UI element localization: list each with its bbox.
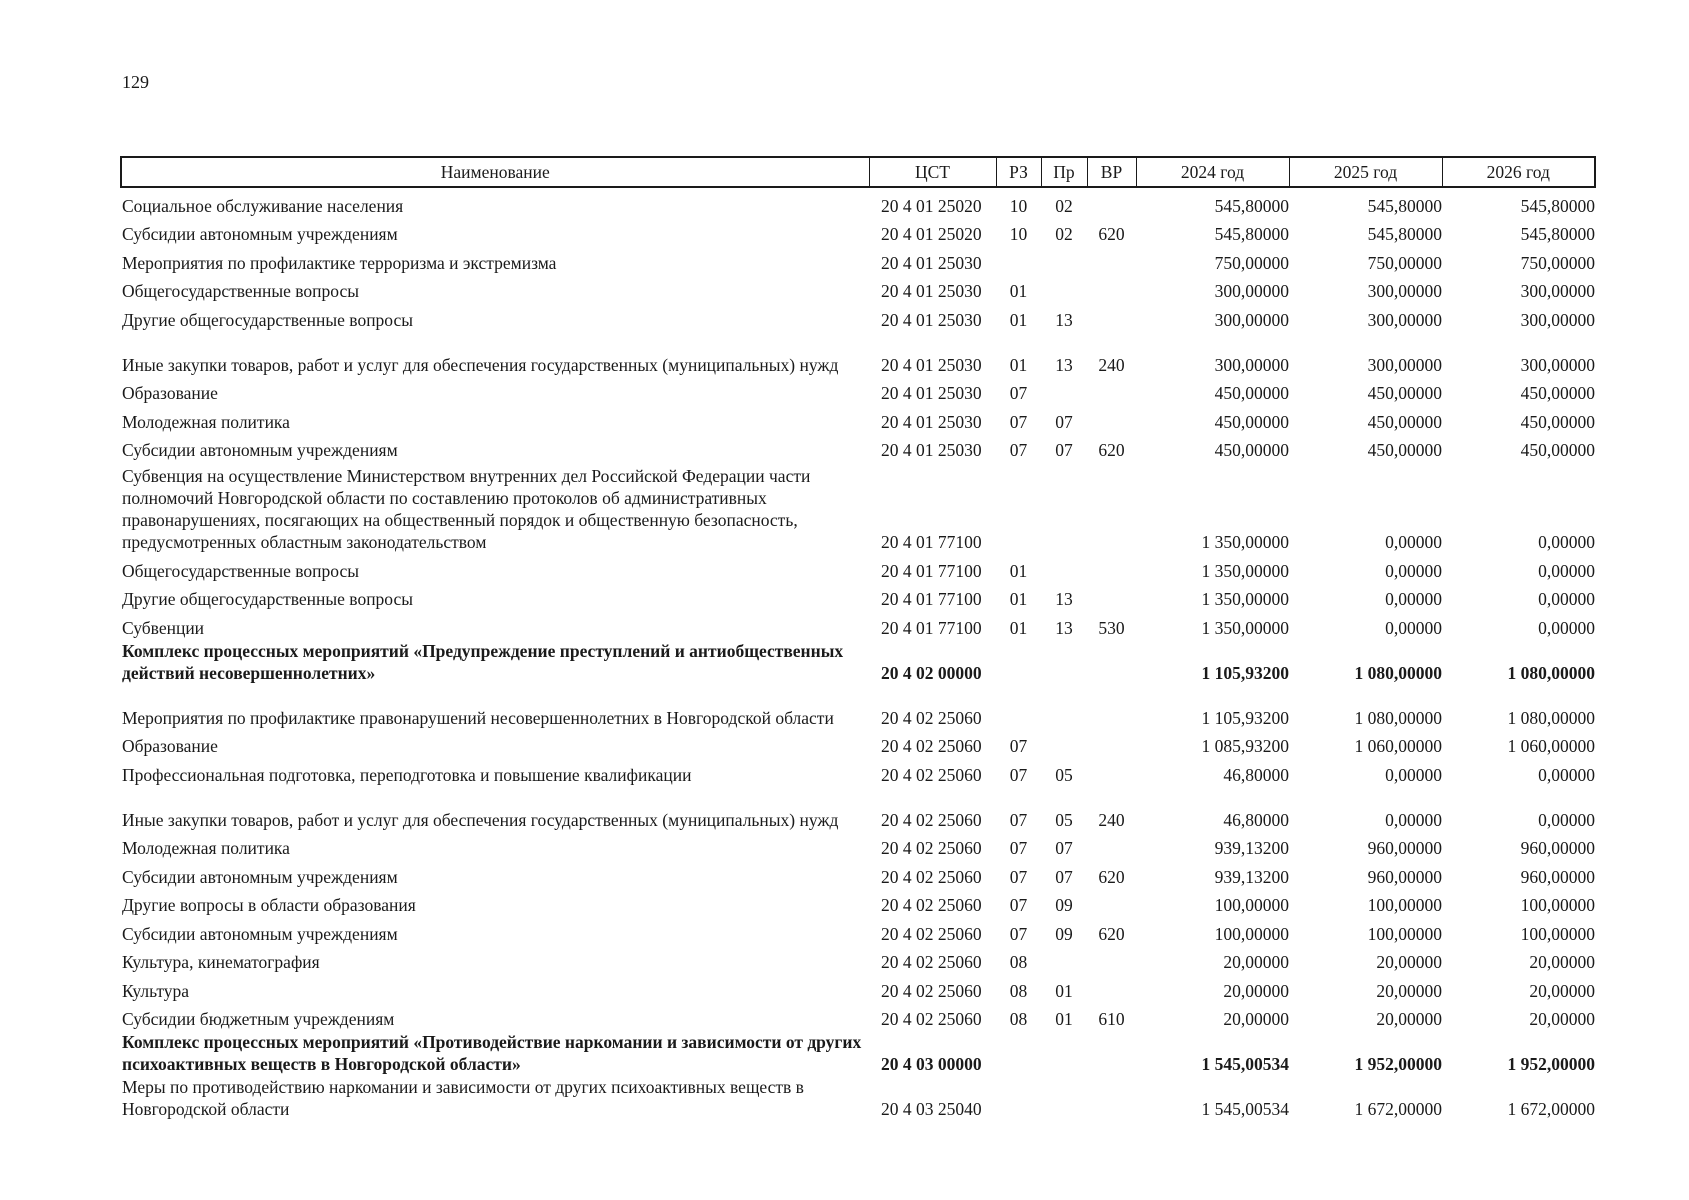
cell-rz	[996, 1030, 1041, 1075]
cell-vr	[1087, 1030, 1136, 1075]
cell-2025: 750,00000	[1367, 252, 1442, 273]
cell-vr	[1087, 553, 1136, 582]
cell-pr	[1041, 274, 1087, 303]
cell-2024: 300,00000	[1214, 309, 1289, 330]
cell-2026: 450,00000	[1520, 411, 1595, 432]
cell-2024: 1 545,00534	[1201, 1054, 1289, 1074]
cell-2024: 46,80000	[1223, 809, 1289, 830]
cell-cst: 20 4 02 25060	[881, 838, 982, 858]
cell-vr	[1087, 302, 1136, 331]
cell-name: Комплекс процессных мероприятий «Противодействие наркомании и зависимости от других психоактивных веществ в Новгородской области»	[122, 1032, 862, 1074]
cell-2025: 450,00000	[1367, 411, 1442, 432]
cell-name: Субвенции	[122, 617, 205, 638]
cell-2024: 100,00000	[1214, 895, 1289, 915]
cell-pr	[1041, 945, 1087, 974]
cell-2025: 20,00000	[1376, 1009, 1442, 1029]
cell-2026: 1 080,00000	[1507, 662, 1595, 683]
cell-vr: 620	[1098, 440, 1125, 460]
cell-name: Молодежная политика	[122, 411, 290, 432]
cell-vr: 620	[1098, 224, 1125, 244]
cell-2025: 1 080,00000	[1354, 707, 1442, 728]
table-row	[121, 945, 1595, 974]
cell-2026: 0,00000	[1538, 764, 1595, 785]
cell-2024: 545,80000	[1214, 224, 1289, 244]
cell-2025: 300,00000	[1367, 309, 1442, 330]
cell-pr: 13	[1055, 354, 1073, 375]
cell-2026: 20,00000	[1529, 1009, 1595, 1029]
cell-2025: 450,00000	[1367, 440, 1442, 460]
cell-2025: 100,00000	[1367, 923, 1442, 944]
cell-2024: 1 350,00000	[1201, 532, 1289, 552]
cell-2026: 750,00000	[1520, 252, 1595, 273]
cell-2026: 100,00000	[1520, 895, 1595, 915]
cell-cst: 20 4 01 25030	[881, 252, 982, 273]
cell-2026: 300,00000	[1520, 309, 1595, 330]
cell-pr: 09	[1055, 895, 1073, 915]
cell-pr: 13	[1055, 617, 1073, 638]
cell-vr	[1087, 973, 1136, 1002]
cell-2025: 1 060,00000	[1354, 736, 1442, 756]
cell-pr: 02	[1055, 195, 1073, 216]
cell-vr	[1087, 404, 1136, 433]
cell-pr	[1041, 639, 1087, 684]
cell-rz: 08	[1009, 952, 1028, 972]
cell-pr	[1041, 1030, 1087, 1075]
cell-pr	[1041, 376, 1087, 405]
cell-cst: 20 4 02 25060	[881, 923, 982, 944]
cell-cst: 20 4 01 77100	[881, 589, 982, 609]
cell-cst: 20 4 01 25030	[881, 309, 982, 330]
cell-rz: 01	[1009, 617, 1028, 638]
cell-name: Комплекс процессных мероприятий «Предупреждение преступлений и антиобщественных действий несовершеннолетних»	[122, 640, 844, 683]
cell-2025: 20,00000	[1376, 980, 1442, 1001]
cell-name: Иные закупки товаров, работ и услуг для обеспечения государственных (муниципальных) нужд	[122, 354, 839, 375]
cell-2026: 20,00000	[1529, 980, 1595, 1001]
table-row	[121, 831, 1595, 860]
cell-name: Мероприятия по профилактике правонарушений несовершеннолетних в Новгородской области	[122, 707, 834, 728]
cell-2026: 960,00000	[1520, 838, 1595, 858]
cell-name: Культура	[122, 980, 190, 1001]
cell-cst: 20 4 01 77100	[881, 532, 982, 552]
cell-name: Профессиональная подготовка, переподготовка и повышение квалификации	[122, 764, 692, 785]
cell-rz: 07	[1009, 838, 1028, 858]
cell-2026: 450,00000	[1520, 383, 1595, 403]
cell-vr	[1087, 639, 1136, 684]
cell-2026: 450,00000	[1520, 440, 1595, 460]
cell-2026: 0,00000	[1538, 532, 1595, 552]
cell-2025: 0,00000	[1385, 764, 1442, 785]
cell-2026: 0,00000	[1538, 589, 1595, 609]
cell-rz: 07	[1009, 440, 1028, 460]
cell-2024: 300,00000	[1214, 354, 1289, 375]
cell-name: Общегосударственные вопросы	[122, 560, 360, 581]
cell-2025: 100,00000	[1367, 895, 1442, 915]
cell-2024: 20,00000	[1223, 1009, 1289, 1029]
table-row	[121, 302, 1595, 331]
cell-2026: 20,00000	[1529, 952, 1595, 972]
cell-2025: 300,00000	[1367, 354, 1442, 375]
cell-rz: 01	[1009, 309, 1028, 330]
cell-rz	[996, 639, 1041, 684]
cell-2025: 450,00000	[1367, 383, 1442, 403]
table-row	[121, 582, 1595, 611]
cell-rz	[996, 684, 1041, 729]
cell-2026: 300,00000	[1520, 281, 1595, 301]
cell-2026: 1 060,00000	[1507, 736, 1595, 756]
cell-cst: 20 4 02 25060	[881, 736, 982, 756]
cell-name: Субсидии бюджетным учреждениям	[122, 1009, 395, 1029]
cell-cst: 20 4 01 77100	[881, 560, 982, 581]
cell-vr: 240	[1098, 809, 1125, 830]
cell-name: Другие вопросы в области образования	[122, 895, 416, 915]
cell-cst: 20 4 02 25060	[881, 1009, 982, 1029]
cell-pr	[1041, 553, 1087, 582]
cell-vr: 240	[1098, 354, 1125, 375]
cell-2024: 1 350,00000	[1201, 560, 1289, 581]
cell-vr	[1087, 376, 1136, 405]
cell-2026: 1 672,00000	[1507, 1099, 1595, 1119]
table-row	[121, 610, 1595, 639]
cell-2025: 0,00000	[1385, 589, 1442, 609]
cell-vr	[1087, 729, 1136, 758]
cell-rz: 01	[1009, 560, 1028, 581]
cell-cst: 20 4 01 77100	[881, 617, 982, 638]
cell-pr	[1041, 684, 1087, 729]
cell-cst: 20 4 01 25030	[881, 440, 982, 460]
cell-2024: 300,00000	[1214, 281, 1289, 301]
cell-2024: 20,00000	[1223, 980, 1289, 1001]
cell-2024: 450,00000	[1214, 440, 1289, 460]
cell-2025: 0,00000	[1385, 617, 1442, 638]
cell-2025: 20,00000	[1376, 952, 1442, 972]
cell-cst: 20 4 01 25030	[881, 411, 982, 432]
cell-2025: 545,80000	[1367, 195, 1442, 216]
cell-2024: 1 105,93200	[1201, 707, 1289, 728]
cell-vr	[1087, 187, 1136, 217]
cell-rz: 07	[1009, 383, 1028, 403]
cell-name: Молодежная политика	[122, 838, 290, 858]
cell-cst: 20 4 02 25060	[881, 866, 982, 887]
cell-2025: 0,00000	[1385, 809, 1442, 830]
cell-2025: 0,00000	[1385, 560, 1442, 581]
cell-2024: 750,00000	[1214, 252, 1289, 273]
table-row	[121, 757, 1595, 786]
cell-2026: 1 080,00000	[1507, 707, 1595, 728]
cell-vr	[1087, 684, 1136, 729]
cell-vr	[1087, 245, 1136, 274]
table-row	[121, 684, 1595, 729]
cell-rz: 07	[1009, 895, 1028, 915]
cell-2024: 1 545,00534	[1201, 1099, 1289, 1119]
cell-2024: 1 085,93200	[1201, 736, 1289, 756]
cell-2024: 545,80000	[1214, 195, 1289, 216]
cell-cst: 20 4 02 25060	[881, 764, 982, 785]
cell-2024: 1 350,00000	[1201, 617, 1289, 638]
cell-vr	[1087, 831, 1136, 860]
cell-pr	[1041, 461, 1087, 553]
cell-2024: 1 105,93200	[1201, 662, 1289, 683]
cell-name: Образование	[122, 736, 218, 756]
cell-cst: 20 4 02 25060	[881, 980, 982, 1001]
cell-name: Общегосударственные вопросы	[122, 281, 360, 301]
cell-pr: 13	[1055, 589, 1073, 609]
cell-cst: 20 4 01 25030	[881, 281, 982, 301]
cell-name: Культура, кинематография	[122, 952, 320, 972]
table-row	[121, 274, 1595, 303]
cell-pr	[1041, 1075, 1087, 1120]
table-row	[121, 553, 1595, 582]
cell-pr: 01	[1055, 980, 1073, 1001]
table-row	[121, 786, 1595, 831]
table-row	[121, 729, 1595, 758]
cell-name: Мероприятия по профилактике терроризма и экстремизма	[122, 252, 557, 273]
cell-rz: 01	[1009, 281, 1028, 301]
cell-2024: 46,80000	[1223, 764, 1289, 785]
cell-cst: 20 4 03 00000	[881, 1054, 982, 1074]
cell-name: Субвенция на осуществление Министерством внутренних дел Российской Федерации части полномочий Новгородской области по составлению протоколов об административных правонарушениях, посягающих на общественный порядок и общественную безопасность, предусмотренных областным законодательством	[122, 466, 811, 552]
table-row	[121, 331, 1595, 376]
cell-pr: 05	[1055, 809, 1073, 830]
cell-2024: 100,00000	[1214, 923, 1289, 944]
cell-vr	[1087, 888, 1136, 917]
table-row	[121, 639, 1595, 684]
cell-pr	[1041, 245, 1087, 274]
cell-pr: 07	[1055, 411, 1073, 432]
header-rz: РЗ	[996, 157, 1041, 187]
cell-2026: 0,00000	[1538, 560, 1595, 581]
cell-name: Субсидии автономным учреждениям	[122, 866, 398, 887]
cell-name: Субсидии автономным учреждениям	[122, 224, 398, 244]
cell-vr	[1087, 461, 1136, 553]
cell-vr	[1087, 582, 1136, 611]
cell-cst: 20 4 02 25060	[881, 895, 982, 915]
cell-vr	[1087, 274, 1136, 303]
header-pr: Пр	[1041, 157, 1087, 187]
cell-rz	[996, 461, 1041, 553]
table-row	[121, 1075, 1595, 1120]
cell-2024: 1 350,00000	[1201, 589, 1289, 609]
cell-pr: 07	[1055, 838, 1073, 858]
cell-rz: 10	[1009, 224, 1028, 244]
header-2024: 2024 год	[1136, 157, 1289, 187]
cell-rz	[996, 1075, 1041, 1120]
table-row	[121, 916, 1595, 945]
cell-2025: 1 080,00000	[1354, 662, 1442, 683]
cell-2026: 545,80000	[1520, 195, 1595, 216]
cell-name: Субсидии автономным учреждениям	[122, 923, 398, 944]
cell-rz: 07	[1009, 764, 1028, 785]
cell-pr: 01	[1055, 1009, 1073, 1029]
cell-rz: 07	[1009, 923, 1028, 944]
table-row	[121, 245, 1595, 274]
cell-rz: 07	[1009, 736, 1028, 756]
cell-vr: 610	[1098, 1009, 1125, 1029]
cell-name: Субсидии автономным учреждениям	[122, 440, 398, 460]
cell-vr	[1087, 945, 1136, 974]
cell-vr	[1087, 1075, 1136, 1120]
table-row	[121, 433, 1595, 462]
table-row	[121, 973, 1595, 1002]
header-cst: ЦСТ	[869, 157, 996, 187]
cell-name: Меры по противодействию наркомании и зависимости от других психоактивных веществ в Новгородской области	[122, 1077, 804, 1119]
cell-name: Социальное обслуживание населения	[122, 195, 404, 216]
cell-2026: 100,00000	[1520, 923, 1595, 944]
table-row	[121, 187, 1595, 217]
cell-rz: 07	[1009, 411, 1028, 432]
cell-2024: 20,00000	[1223, 952, 1289, 972]
cell-2025: 0,00000	[1385, 532, 1442, 552]
cell-name: Другие общегосударственные вопросы	[122, 309, 414, 330]
cell-cst: 20 4 03 25040	[881, 1099, 982, 1119]
cell-pr	[1041, 729, 1087, 758]
table-row	[121, 1030, 1595, 1075]
header-name: Наименование	[121, 157, 869, 187]
cell-2025: 545,80000	[1367, 224, 1442, 244]
table-row	[121, 404, 1595, 433]
cell-cst: 20 4 01 25030	[881, 383, 982, 403]
cell-2025: 960,00000	[1367, 838, 1442, 858]
cell-cst: 20 4 02 25060	[881, 952, 982, 972]
table-row	[121, 859, 1595, 888]
cell-2025: 1 672,00000	[1354, 1099, 1442, 1119]
cell-vr: 620	[1098, 866, 1125, 887]
cell-pr: 02	[1055, 224, 1073, 244]
cell-2026: 0,00000	[1538, 617, 1595, 638]
cell-2024: 939,13200	[1214, 838, 1289, 858]
cell-pr: 07	[1055, 866, 1073, 887]
budget-table	[120, 156, 1596, 1120]
cell-cst: 20 4 02 25060	[881, 707, 982, 728]
table-row	[121, 217, 1595, 246]
page-number: 129	[122, 72, 149, 92]
cell-2024: 450,00000	[1214, 411, 1289, 432]
header-vr: ВР	[1087, 157, 1136, 187]
cell-2025: 960,00000	[1367, 866, 1442, 887]
cell-rz: 07	[1009, 809, 1028, 830]
cell-cst: 20 4 02 25060	[881, 809, 982, 830]
cell-2024: 939,13200	[1214, 866, 1289, 887]
cell-name: Образование	[122, 383, 218, 403]
cell-cst: 20 4 01 25020	[881, 195, 982, 216]
cell-rz: 01	[1009, 354, 1028, 375]
cell-rz: 08	[1009, 980, 1028, 1001]
cell-pr: 05	[1055, 764, 1073, 785]
cell-name: Иные закупки товаров, работ и услуг для обеспечения государственных (муниципальных) нужд	[122, 809, 839, 830]
cell-cst: 20 4 01 25030	[881, 354, 982, 375]
table-row	[121, 888, 1595, 917]
header-2026: 2026 год	[1442, 157, 1595, 187]
cell-pr: 09	[1055, 923, 1073, 944]
cell-rz: 07	[1009, 866, 1028, 887]
cell-cst: 20 4 01 25020	[881, 224, 982, 244]
cell-vr	[1087, 757, 1136, 786]
cell-cst: 20 4 02 00000	[881, 662, 982, 683]
cell-rz	[996, 245, 1041, 274]
header-2025: 2025 год	[1289, 157, 1442, 187]
cell-2025: 1 952,00000	[1354, 1054, 1442, 1074]
cell-2026: 1 952,00000	[1507, 1054, 1595, 1074]
cell-vr: 530	[1098, 617, 1125, 638]
cell-vr: 620	[1098, 923, 1125, 944]
cell-2026: 0,00000	[1538, 809, 1595, 830]
cell-2025: 300,00000	[1367, 281, 1442, 301]
cell-pr: 13	[1055, 309, 1073, 330]
cell-rz: 01	[1009, 589, 1028, 609]
cell-2024: 450,00000	[1214, 383, 1289, 403]
table-header-row	[121, 157, 1595, 187]
cell-pr: 07	[1055, 440, 1073, 460]
table-row	[121, 461, 1595, 553]
cell-name: Другие общегосударственные вопросы	[122, 589, 414, 609]
cell-2026: 545,80000	[1520, 224, 1595, 244]
table-row	[121, 376, 1595, 405]
cell-2026: 300,00000	[1520, 354, 1595, 375]
cell-rz: 08	[1009, 1009, 1028, 1029]
cell-rz: 10	[1009, 195, 1028, 216]
cell-2026: 960,00000	[1520, 866, 1595, 887]
table-row	[121, 1002, 1595, 1031]
